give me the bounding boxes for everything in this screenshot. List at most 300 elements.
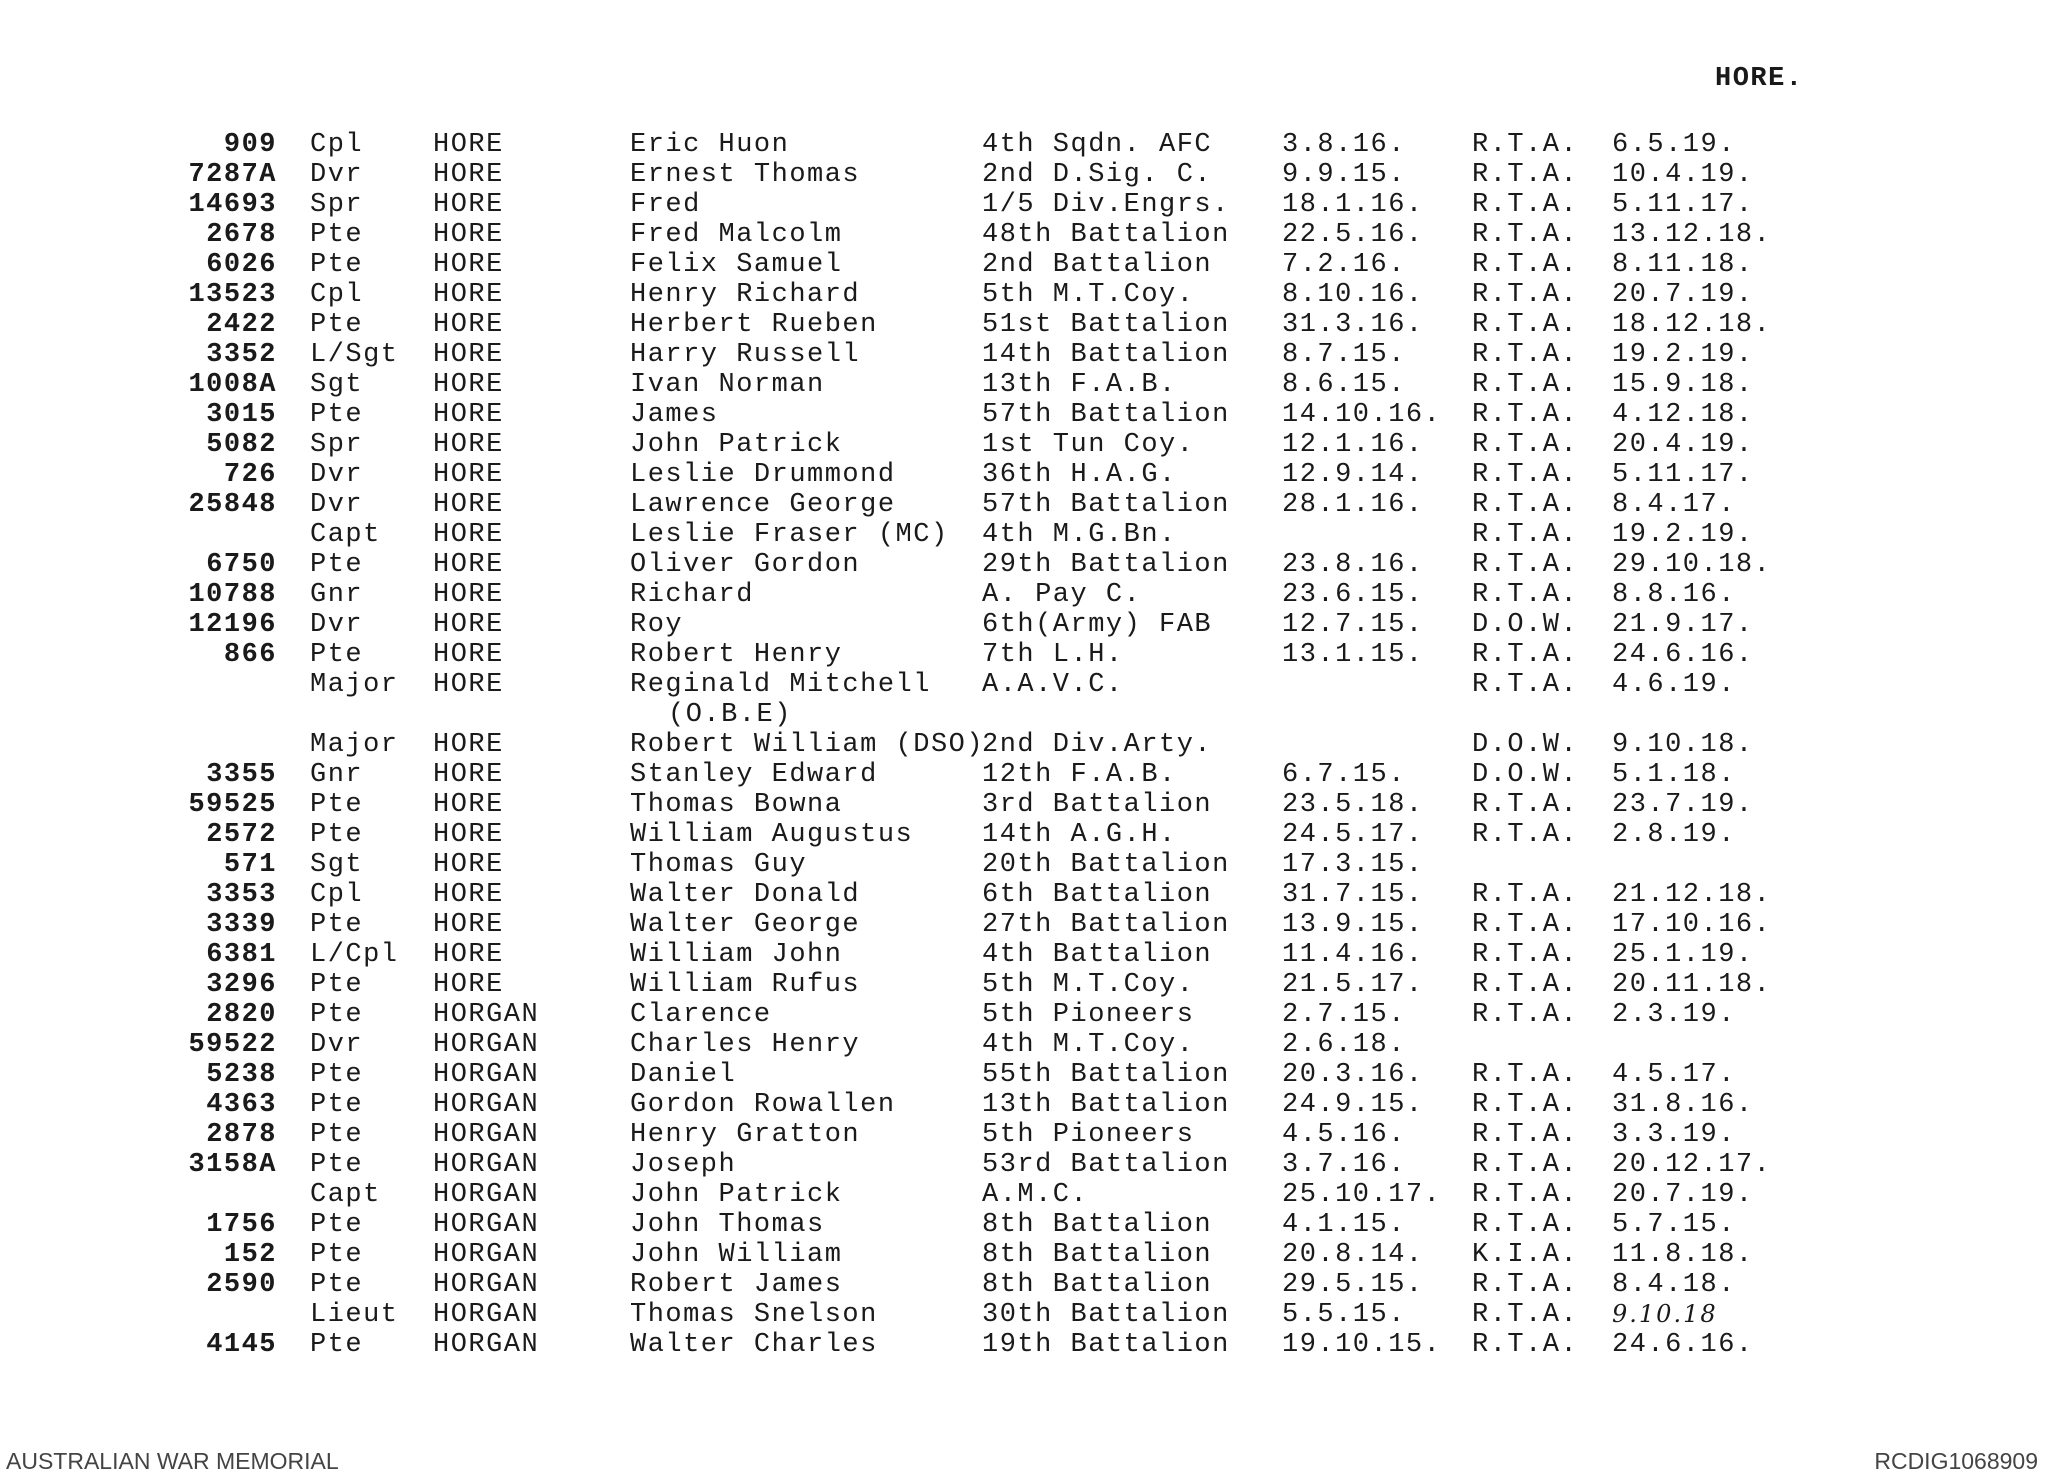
cell-fate: R.T.A. [1472,340,1579,370]
table-row [0,520,2048,550]
cell-unit: 1/5 Div.Engrs. [982,190,1230,220]
cell-unit: 19th Battalion [982,1330,1230,1360]
cell-unit: 4th M.G.Bn. [982,520,1177,550]
cell-date: 19.2.19. [1612,520,1754,550]
cell-surname: HORGAN [433,1180,540,1210]
cell-given: Harry Russell [630,340,861,370]
cell-num: 25848 [188,490,277,520]
cell-given: John Thomas [630,1210,825,1240]
cell-unit: 8th Battalion [982,1210,1213,1240]
cell-fate: R.T.A. [1472,640,1579,670]
cell-num: 6750 [206,550,277,580]
cell-surname: HORE [433,610,504,640]
cell-unit: 14th A.G.H. [982,820,1177,850]
cell-surname: HORE [433,490,504,520]
cell-enlisted: 12.1.16. [1282,430,1424,460]
cell-given: Roy [630,610,684,640]
cell-date: 9.10.18. [1612,730,1754,760]
cell-num: 5238 [206,1060,277,1090]
table-row [0,850,2048,880]
cell-fate: R.T.A. [1472,310,1579,340]
cell-rank: Major [310,670,399,700]
cell-surname: HORE [433,580,504,610]
cell-surname: HORE [433,250,504,280]
cell-surname: HORGAN [433,1030,540,1060]
table-row [0,1030,2048,1060]
cell-surname: HORGAN [433,1000,540,1030]
cell-enlisted: 13.1.15. [1282,640,1424,670]
table-row [0,1210,2048,1240]
cell-surname: HORE [433,460,504,490]
cell-num: 1008A [188,370,277,400]
cell-num: 2678 [206,220,277,250]
cell-surname: HORGAN [433,1300,540,1330]
cell-num: 5082 [206,430,277,460]
cell-surname: HORE [433,190,504,220]
cell-fate: R.T.A. [1472,580,1579,610]
cell-date: 24.6.16. [1612,640,1754,670]
cell-given: Thomas Guy [630,850,808,880]
cell-date: 20.11.18. [1612,970,1772,1000]
cell-rank: Pte [310,1150,364,1180]
table-row [0,1270,2048,1300]
cell-enlisted: 6.7.15. [1282,760,1406,790]
cell-enlisted: 7.2.16. [1282,250,1406,280]
table-row [0,250,2048,280]
cell-given: Walter Charles [630,1330,878,1360]
cell-unit: 51st Battalion [982,310,1230,340]
table-row [0,550,2048,580]
cell-unit: A. Pay C. [982,580,1142,610]
cell-unit: 12th F.A.B. [982,760,1177,790]
cell-num: 59525 [188,790,277,820]
table-row [0,940,2048,970]
cell-given: Fred [630,190,701,220]
cell-unit: 4th Sqdn. AFC [982,130,1213,160]
cell-given: Stanley Edward [630,760,878,790]
cell-date: 8.8.16. [1612,580,1736,610]
cell-enlisted: 11.4.16. [1282,940,1424,970]
cell-fate: R.T.A. [1472,910,1579,940]
cell-given: Robert William (DSO) [630,730,985,760]
cell-unit: 5th M.T.Coy. [982,280,1195,310]
cell-enlisted: 3.8.16. [1282,130,1406,160]
footer-record-id: RCDIG1068909 [1874,1448,2038,1474]
table-row [0,760,2048,790]
cell-surname: HORE [433,880,504,910]
cell-fate: R.T.A. [1472,790,1579,820]
table-row [0,640,2048,670]
cell-num: 3339 [206,910,277,940]
table-row [0,1300,2048,1330]
cell-date: 2.3.19. [1612,1000,1736,1030]
table-row-continuation [0,700,2048,730]
cell-surname: HORE [433,280,504,310]
cell-rank: Sgt [310,370,364,400]
cell-date: 21.9.17. [1612,610,1754,640]
cell-rank: Pte [310,1060,364,1090]
cell-num: 726 [223,460,277,490]
table-row [0,1150,2048,1180]
cell-date: 4.5.17. [1612,1060,1736,1090]
cell-given: Daniel [630,1060,737,1090]
cell-rank: Pte [310,550,364,580]
cell-fate: R.T.A. [1472,220,1579,250]
table-row [0,1090,2048,1120]
cell-given: Leslie Fraser (MC) [630,520,949,550]
cell-enlisted: 20.8.14. [1282,1240,1424,1270]
cell-surname: HORGAN [433,1240,540,1270]
cell-date: 5.11.17. [1612,190,1754,220]
cell-given: Henry Gratton [630,1120,861,1150]
cell-rank: Dvr [310,1030,364,1060]
cell-enlisted: 8.10.16. [1282,280,1424,310]
cell-fate: R.T.A. [1472,550,1579,580]
cell-surname: HORE [433,940,504,970]
cell-enlisted: 18.1.16. [1282,190,1424,220]
cell-enlisted: 3.7.16. [1282,1150,1406,1180]
cell-given: Oliver Gordon [630,550,861,580]
cell-num: 3015 [206,400,277,430]
cell-unit: 8th Battalion [982,1270,1213,1300]
table-row [0,220,2048,250]
table-row [0,130,2048,160]
cell-date: 10.4.19. [1612,160,1754,190]
cell-unit: 57th Battalion [982,490,1230,520]
cell-num: 152 [223,1240,277,1270]
cell-unit: 13th Battalion [982,1090,1230,1120]
cell-rank: Dvr [310,160,364,190]
cell-enlisted: 14.10.16. [1282,400,1442,430]
cell-num: 1756 [206,1210,277,1240]
cell-num: 2878 [206,1120,277,1150]
cell-enlisted: 17.3.15. [1282,850,1424,880]
footer-institution: AUSTRALIAN WAR MEMORIAL [6,1448,339,1474]
table-row [0,1240,2048,1270]
cell-given: William John [630,940,843,970]
cell-num: 2422 [206,310,277,340]
cell-enlisted: 23.6.15. [1282,580,1424,610]
cell-date: 20.7.19. [1612,1180,1754,1210]
cell-fate: R.T.A. [1472,1270,1579,1300]
cell-rank: Capt [310,1180,381,1210]
cell-surname: HORE [433,790,504,820]
cell-surname: HORE [433,910,504,940]
cell-surname: HORE [433,400,504,430]
cell-given: John Patrick [630,430,843,460]
cell-rank: Sgt [310,850,364,880]
cell-fate: R.T.A. [1472,370,1579,400]
cell-num: 3355 [206,760,277,790]
cell-given: Eric Huon [630,130,790,160]
cell-rank: Pte [310,640,364,670]
cell-rank: Dvr [310,610,364,640]
cell-given: Felix Samuel [630,250,843,280]
cell-enlisted: 25.10.17. [1282,1180,1442,1210]
cell-given: Herbert Rueben [630,310,878,340]
cell-num: 3296 [206,970,277,1000]
cell-rank: Cpl [310,130,364,160]
cell-enlisted: 8.6.15. [1282,370,1406,400]
cell-enlisted: 20.3.16. [1282,1060,1424,1090]
cell-given: Clarence [630,1000,772,1030]
table-row [0,460,2048,490]
cell-num: 3158A [188,1150,277,1180]
table-row [0,370,2048,400]
cell-fate: R.T.A. [1472,250,1579,280]
cell-date: 24.6.16. [1612,1330,1754,1360]
cell-rank: Pte [310,820,364,850]
cell-unit: 4th Battalion [982,940,1213,970]
cell-given: Thomas Bowna [630,790,843,820]
cell-date: 20.7.19. [1612,280,1754,310]
cell-date: 5.11.17. [1612,460,1754,490]
cell-rank: Gnr [310,760,364,790]
table-row [0,490,2048,520]
cell-fate: R.T.A. [1472,1330,1579,1360]
cell-unit: 20th Battalion [982,850,1230,880]
cell-num: 12196 [188,610,277,640]
cell-unit: 7th L.H. [982,640,1124,670]
cell-date: 18.12.18. [1612,310,1772,340]
cell-rank: Cpl [310,280,364,310]
table-row [0,910,2048,940]
cell-rank: Pte [310,970,364,1000]
table-row [0,430,2048,460]
table-row [0,400,2048,430]
cell-surname: HORGAN [433,1210,540,1240]
cell-enlisted: 12.9.14. [1282,460,1424,490]
cell-num: 4145 [206,1330,277,1360]
cell-surname: HORE [433,850,504,880]
cell-date: 4.12.18. [1612,400,1754,430]
cell-date: 19.2.19. [1612,340,1754,370]
cell-date: 17.10.16. [1612,910,1772,940]
cell-given: James [630,400,719,430]
cell-num: 866 [223,640,277,670]
cell-fate: R.T.A. [1472,820,1579,850]
cell-unit: 8th Battalion [982,1240,1213,1270]
cell-given: Thomas Snelson [630,1300,878,1330]
cell-rank: Pte [310,250,364,280]
cell-given: Joseph [630,1150,737,1180]
cell-given: Henry Richard [630,280,861,310]
cell-surname: HORE [433,820,504,850]
cell-num: 6381 [206,940,277,970]
cell-fate: R.T.A. [1472,460,1579,490]
cell-fate: R.T.A. [1472,1180,1579,1210]
cell-date: 20.4.19. [1612,430,1754,460]
table-row [0,790,2048,820]
cell-date: 5.7.15. [1612,1210,1736,1240]
cell-rank: Gnr [310,580,364,610]
cell-num: 14693 [188,190,277,220]
cell-rank: Lieut [310,1300,399,1330]
cell-date: 15.9.18. [1612,370,1754,400]
cell-num: 59522 [188,1030,277,1060]
table-row [0,880,2048,910]
cell-date: 8.4.18. [1612,1270,1736,1300]
cell-fate: R.T.A. [1472,430,1579,460]
cell-num: 4363 [206,1090,277,1120]
table-row [0,1330,2048,1360]
cell-fate: R.T.A. [1472,520,1579,550]
cell-num: 2590 [206,1270,277,1300]
cell-rank: Pte [310,1000,364,1030]
cell-rank: Pte [310,1270,364,1300]
cell-num: 6026 [206,250,277,280]
cell-enlisted: 24.5.17. [1282,820,1424,850]
cell-surname: HORE [433,430,504,460]
cell-enlisted: 29.5.15. [1282,1270,1424,1300]
cell-unit: A.M.C. [982,1180,1089,1210]
cell-unit: 6th Battalion [982,880,1213,910]
cell-enlisted: 24.9.15. [1282,1090,1424,1120]
cell-unit: 2nd D.Sig. C. [982,160,1213,190]
cell-fate: R.T.A. [1472,970,1579,1000]
cell-enlisted: 2.6.18. [1282,1030,1406,1060]
cell-enlisted: 13.9.15. [1282,910,1424,940]
cell-date: 20.12.17. [1612,1150,1772,1180]
cell-rank: Dvr [310,460,364,490]
cell-rank: L/Cpl [310,940,399,970]
cell-unit: 3rd Battalion [982,790,1213,820]
table-row [0,610,2048,640]
cell-unit: 5th Pioneers [982,1000,1195,1030]
cell-surname: HORGAN [433,1150,540,1180]
cell-given: Fred Malcolm [630,220,843,250]
cell-date: 3.3.19. [1612,1120,1736,1150]
cell-fate: R.T.A. [1472,670,1579,700]
cell-fate: R.T.A. [1472,1210,1579,1240]
cell-unit: 13th F.A.B. [982,370,1177,400]
cell-surname: HORGAN [433,1270,540,1300]
cell-given: John Patrick [630,1180,843,1210]
cell-enlisted: 4.5.16. [1282,1120,1406,1150]
cell-fate: R.T.A. [1472,160,1579,190]
cell-date: 25.1.19. [1612,940,1754,970]
cell-num: 909 [223,130,277,160]
cell-surname: HORGAN [433,1060,540,1090]
cell-unit: 5th M.T.Coy. [982,970,1195,1000]
cell-unit: 55th Battalion [982,1060,1230,1090]
cell-given: Lawrence George [630,490,896,520]
cell-unit: 53rd Battalion [982,1150,1230,1180]
cell-fate: K.I.A. [1472,1240,1579,1270]
table-row [0,340,2048,370]
cell-rank: Pte [310,310,364,340]
cell-fate: D.O.W. [1472,610,1579,640]
cell-fate: R.T.A. [1472,880,1579,910]
cell-given: William Rufus [630,970,861,1000]
cell-fate: R.T.A. [1472,400,1579,430]
cell-date: 6.5.19. [1612,130,1736,160]
cell-surname: HORE [433,670,504,700]
cell-unit: 14th Battalion [982,340,1230,370]
table-row [0,280,2048,310]
cell-num: 3353 [206,880,277,910]
cell-given: Leslie Drummond [630,460,896,490]
table-row [0,160,2048,190]
table-row [0,970,2048,1000]
cell-num: 7287A [188,160,277,190]
cell-enlisted: 5.5.15. [1282,1300,1406,1330]
cell-date: 29.10.18. [1612,550,1772,580]
table-row [0,190,2048,220]
table-row [0,670,2048,700]
cell-unit: 6th(Army) FAB [982,610,1213,640]
cell-fate: R.T.A. [1472,1300,1579,1330]
cell-rank: Pte [310,1090,364,1120]
cell-enlisted: 31.3.16. [1282,310,1424,340]
page-heading: HORE. [1715,64,1804,94]
cell-enlisted: 19.10.15. [1282,1330,1442,1360]
cell-fate: R.T.A. [1472,1120,1579,1150]
cell-rank: Pte [310,790,364,820]
cell-enlisted: 28.1.16. [1282,490,1424,520]
cell-fate: D.O.W. [1472,760,1579,790]
cell-date: 2.8.19. [1612,820,1736,850]
cell-surname: HORE [433,640,504,670]
cell-fate: R.T.A. [1472,1090,1579,1120]
cell-fate: R.T.A. [1472,1060,1579,1090]
cell-fate: R.T.A. [1472,940,1579,970]
cell-given: William Augustus [630,820,914,850]
cell-enlisted: 9.9.15. [1282,160,1406,190]
cell-given: Robert Henry [630,640,843,670]
cell-rank: Pte [310,910,364,940]
cell-given: Robert James [630,1270,843,1300]
cell-surname: HORE [433,520,504,550]
cell-date: 13.12.18. [1612,220,1772,250]
cell-date: 23.7.19. [1612,790,1754,820]
cell-fate: R.T.A. [1472,280,1579,310]
cell-unit: 1st Tun Coy. [982,430,1195,460]
cell-fate: R.T.A. [1472,1150,1579,1180]
cell-num: 571 [223,850,277,880]
cell-rank: L/Sgt [310,340,399,370]
cell-date: 21.12.18. [1612,880,1772,910]
cell-unit: 27th Battalion [982,910,1230,940]
cell-surname: HORE [433,130,504,160]
cell-unit: 2nd Battalion [982,250,1213,280]
cell-surname: HORGAN [433,1120,540,1150]
cell-surname: HORGAN [433,1330,540,1360]
cell-rank: Pte [310,1120,364,1150]
cell-given-suffix: (O.B.E) [668,700,792,730]
cell-given: Walter George [630,910,861,940]
cell-unit: 48th Battalion [982,220,1230,250]
cell-enlisted: 4.1.15. [1282,1210,1406,1240]
cell-rank: Pte [310,220,364,250]
cell-rank: Spr [310,430,364,460]
cell-surname: HORE [433,370,504,400]
table-row [0,1180,2048,1210]
cell-unit: 2nd Div.Arty. [982,730,1213,760]
cell-date: 31.8.16. [1612,1090,1754,1120]
cell-given: Ivan Norman [630,370,825,400]
cell-unit: 4th M.T.Coy. [982,1030,1195,1060]
cell-date: 4.6.19. [1612,670,1736,700]
table-row [0,580,2048,610]
cell-surname: HORE [433,760,504,790]
cell-surname: HORE [433,550,504,580]
cell-date: 5.1.18. [1612,760,1736,790]
cell-unit: 29th Battalion [982,550,1230,580]
table-row [0,310,2048,340]
cell-enlisted: 12.7.15. [1282,610,1424,640]
cell-unit: 36th H.A.G. [982,460,1177,490]
